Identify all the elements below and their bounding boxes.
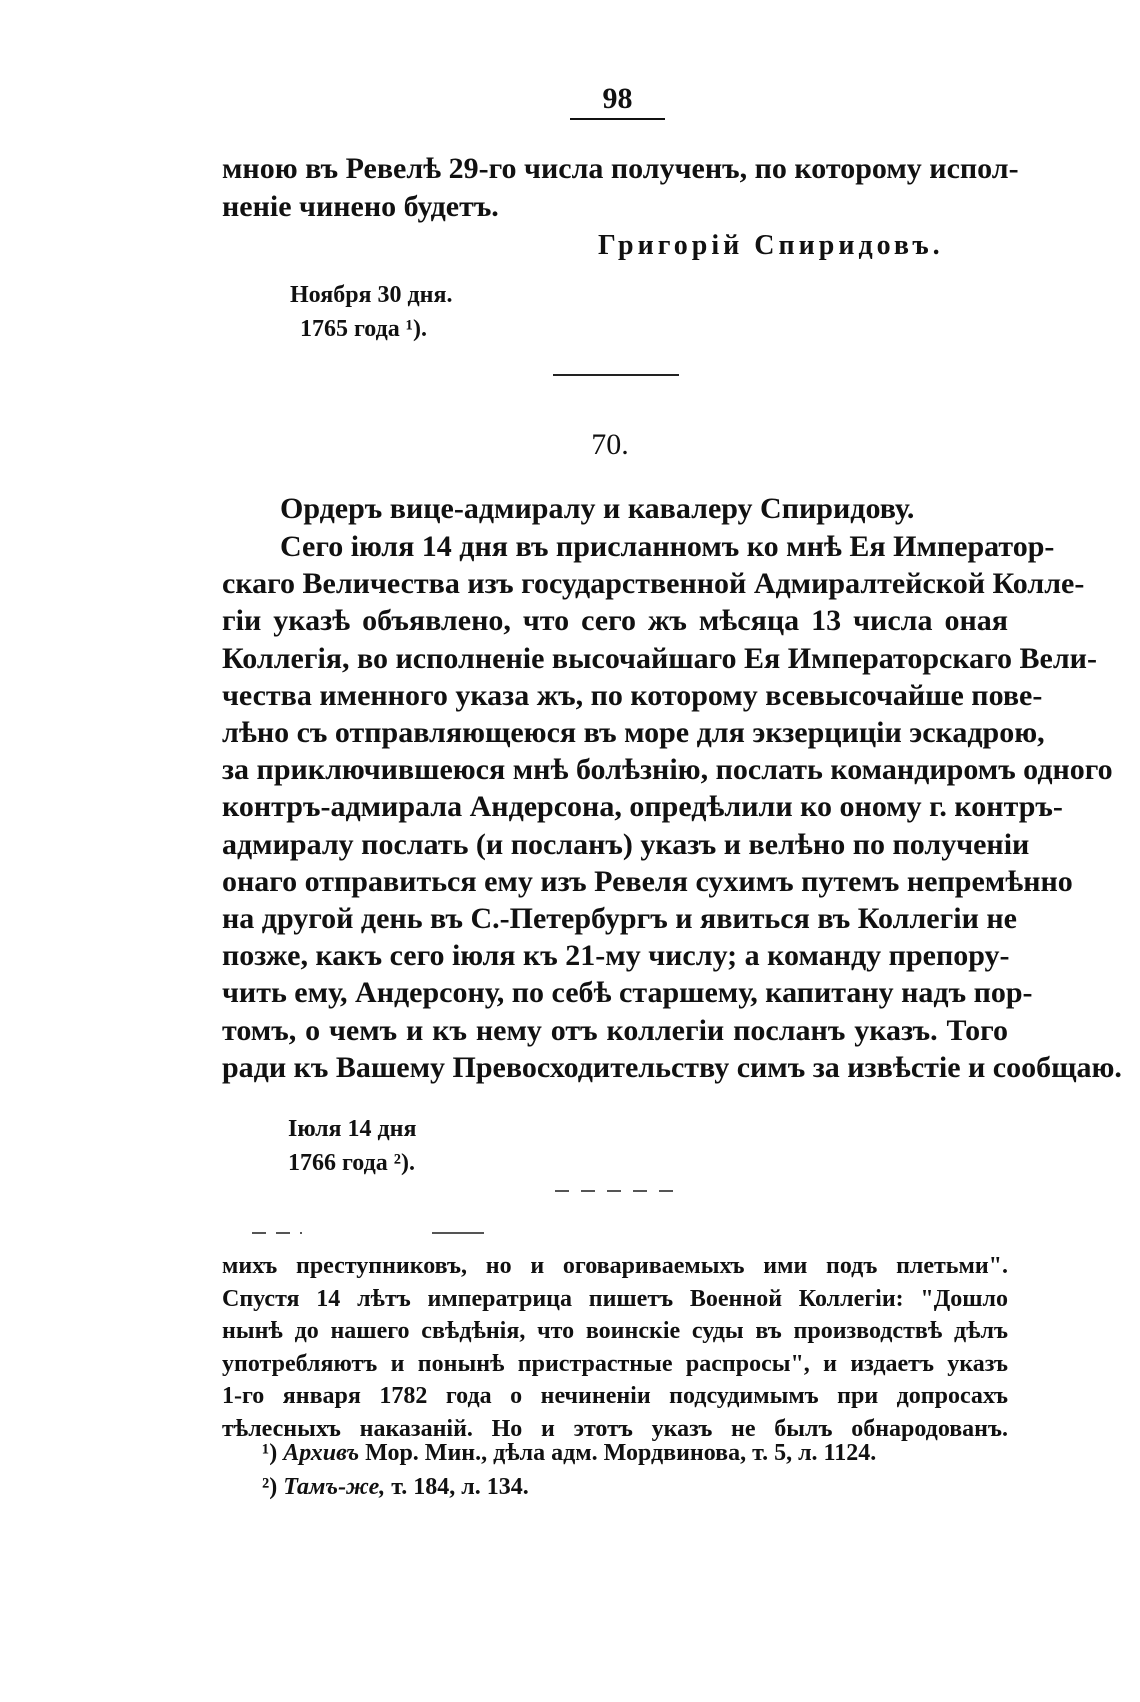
date-2-footnote-ref: ²).: [393, 1150, 415, 1176]
note-line: тѣлесныхъ наказаній. Но и этотъ указъ не былъ обнародованъ.: [222, 1415, 1008, 1442]
signature: Григорій Спиридовъ.: [598, 230, 944, 261]
body-line: за приключившеюся мнѣ болѣзнію, послать командиромъ одного: [222, 753, 1113, 787]
footnote-2-source: Тамъ-же,: [283, 1474, 386, 1500]
body-line: ради къ Вашему Превосходительству симъ за извѣстіе и сообщаю.: [222, 1050, 1122, 1084]
date-block-2: [288, 1112, 416, 1180]
footnote-1-source: Архивъ: [283, 1440, 360, 1466]
body-line: чества именного указа жъ, по которому всевысочайше пове-: [222, 678, 1043, 712]
body-line: контръ-адмирала Андерсона, опредѣлили ко оному г. контръ-: [222, 790, 1063, 824]
page-number-rule: [570, 118, 665, 120]
note-line: употребляютъ и понынѣ пристрастные распросы", и издаетъ указъ: [222, 1350, 1008, 1377]
footnote-rule-left: [252, 1232, 302, 1234]
footnote-1-text: Мор. Мин., дѣла адм. Мордвинова, т. 5, л. 1124.: [359, 1440, 877, 1466]
body-line: Коллегія, во исполненіе высочайшаго Ея Императорскаго Вели-: [222, 641, 1097, 675]
footnote-1: [262, 1440, 876, 1467]
footnote-1-mark: ¹): [262, 1440, 278, 1466]
note-line: михъ преступниковъ, но и оговариваемыхъ ими подъ плетьми".: [222, 1253, 1008, 1279]
page-number: 98: [602, 82, 633, 115]
intro-line-2: неніе чинено будетъ.: [222, 190, 499, 223]
footnote-2: [262, 1474, 529, 1501]
footnote-rule-right: [432, 1232, 484, 1234]
intro-paragraph: [222, 150, 1019, 226]
body-line: томъ, о чемъ и къ нему отъ коллегіи посланъ указъ. Того: [222, 1013, 1008, 1047]
date-1-line-1: Ноября 30 дня.: [290, 282, 453, 308]
intro-line-1: мною въ Ревелѣ 29-го числа полученъ, по которому испол-: [222, 152, 1019, 185]
date-2-line-1: Іюля 14 дня: [288, 1116, 417, 1142]
body-line: на другой день въ С.-Петербургъ и явиться въ Коллегіи не: [222, 902, 1017, 936]
body-line: гіи указѣ объявлено, что сего жъ мѣсяца 13 числа оная: [222, 604, 1008, 638]
body-line: онаго отправиться ему изъ Ревеля сухимъ путемъ непремѣнно: [222, 864, 1073, 898]
document-heading: Ордеръ вице-адмиралу и кавалеру Спиридову.: [280, 492, 915, 525]
document-number: 70.: [591, 428, 629, 461]
order-body: [222, 528, 1122, 1086]
end-separator: [555, 1190, 675, 1192]
date-1-line-2: 1765 года: [300, 316, 400, 342]
note-line: нынѣ до нашего свѣдѣнія, что воинскіе суды въ производствѣ дѣлъ: [222, 1318, 1008, 1344]
body-line: Сего іюля 14 дня въ присланномъ ко мнѣ Ея Император-: [280, 530, 1055, 563]
footnote-2-text: т. 184, л. 134.: [385, 1474, 529, 1500]
date-1-footnote-ref: ¹).: [405, 316, 427, 342]
note-line: Спустя 14 лѣтъ императрица пишетъ Военной Коллегіи: "Дошло: [222, 1285, 1008, 1312]
note-line: 1-го января 1782 года о нечиненіи подсудимымъ при допросахъ: [222, 1383, 1008, 1409]
date-block-1: [290, 278, 452, 346]
body-line: лѣно съ отправляющеюся въ море для экзерциціи эскадрою,: [222, 716, 1045, 750]
body-line: скаго Величества изъ государственной Адмиралтейской Колле-: [222, 567, 1085, 601]
body-line: позже, какъ сего іюля къ 21-му числу; а команду препору-: [222, 939, 1010, 973]
section-separator: [553, 374, 679, 376]
footnote-continuation: [222, 1250, 1008, 1445]
date-2-line-2: 1766 года: [288, 1150, 388, 1176]
body-line: чить ему, Андерсону, по себѣ старшему, капитану надъ пор-: [222, 976, 1033, 1010]
footnote-2-mark: ²): [262, 1474, 278, 1500]
body-line: адмиралу послать (и посланъ) указъ и велѣно по полученіи: [222, 827, 1030, 861]
